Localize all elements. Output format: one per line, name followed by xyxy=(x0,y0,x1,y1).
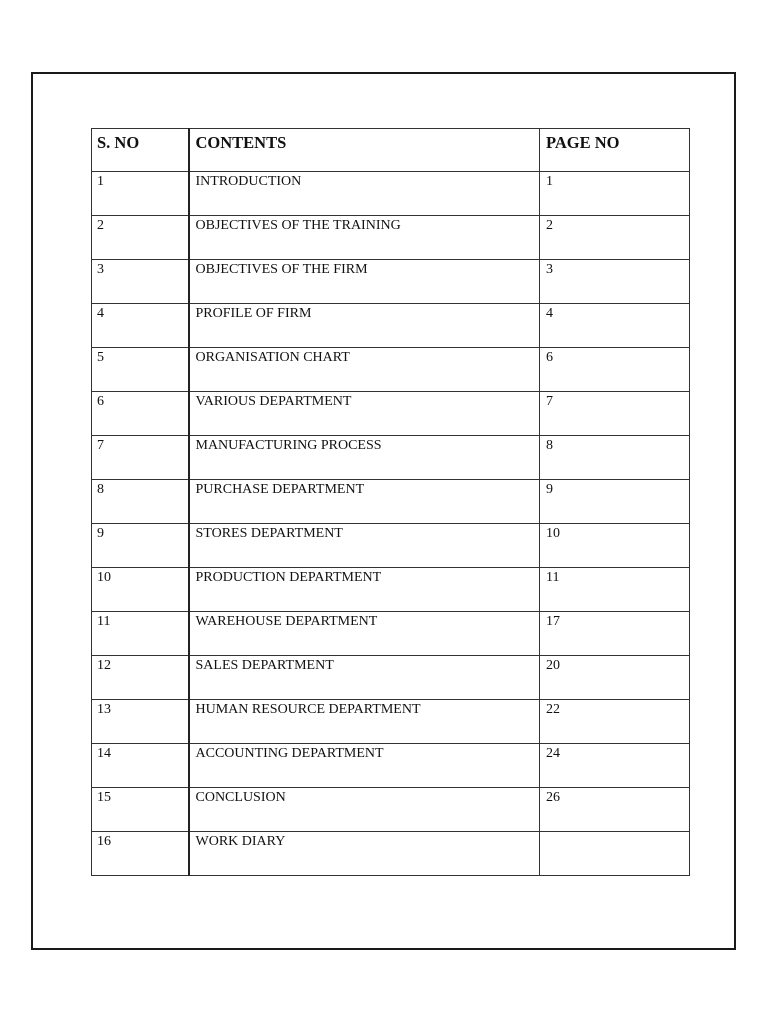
cell-sno: 1 xyxy=(92,172,189,216)
cell-sno: 10 xyxy=(92,568,189,612)
table-row xyxy=(92,392,690,436)
table-header-row xyxy=(92,129,690,172)
cell-contents: PROFILE OF FIRM xyxy=(189,304,540,348)
cell-page-no: 2 xyxy=(540,216,690,260)
header-page-no: PAGE NO xyxy=(540,129,690,172)
contents-table xyxy=(91,128,690,876)
cell-page-no: 24 xyxy=(540,744,690,788)
header-contents: CONTENTS xyxy=(189,129,540,172)
header-sno: S. NO xyxy=(92,129,189,172)
table-body xyxy=(92,172,690,876)
table-row xyxy=(92,436,690,480)
cell-contents: OBJECTIVES OF THE TRAINING xyxy=(189,216,540,260)
table-row xyxy=(92,656,690,700)
cell-page-no: 1 xyxy=(540,172,690,216)
cell-page-no: 26 xyxy=(540,788,690,832)
cell-sno: 15 xyxy=(92,788,189,832)
cell-contents: WAREHOUSE DEPARTMENT xyxy=(189,612,540,656)
table-row xyxy=(92,172,690,216)
table-row xyxy=(92,612,690,656)
table-row xyxy=(92,568,690,612)
cell-sno: 9 xyxy=(92,524,189,568)
cell-page-no: 22 xyxy=(540,700,690,744)
cell-page-no: 6 xyxy=(540,348,690,392)
cell-page-no: 4 xyxy=(540,304,690,348)
cell-contents: STORES DEPARTMENT xyxy=(189,524,540,568)
cell-sno: 12 xyxy=(92,656,189,700)
cell-contents: MANUFACTURING PROCESS xyxy=(189,436,540,480)
table-row xyxy=(92,744,690,788)
cell-sno: 4 xyxy=(92,304,189,348)
cell-sno: 14 xyxy=(92,744,189,788)
table-row xyxy=(92,480,690,524)
cell-sno: 6 xyxy=(92,392,189,436)
table-row xyxy=(92,304,690,348)
cell-contents: WORK DIARY xyxy=(189,832,540,876)
table-row xyxy=(92,260,690,304)
cell-contents: PRODUCTION DEPARTMENT xyxy=(189,568,540,612)
table-row xyxy=(92,832,690,876)
cell-sno: 13 xyxy=(92,700,189,744)
cell-contents: ACCOUNTING DEPARTMENT xyxy=(189,744,540,788)
cell-page-no: 7 xyxy=(540,392,690,436)
cell-sno: 5 xyxy=(92,348,189,392)
cell-sno: 11 xyxy=(92,612,189,656)
cell-sno: 2 xyxy=(92,216,189,260)
cell-sno: 16 xyxy=(92,832,189,876)
cell-page-no: 9 xyxy=(540,480,690,524)
cell-page-no xyxy=(540,832,690,876)
cell-sno: 3 xyxy=(92,260,189,304)
cell-sno: 7 xyxy=(92,436,189,480)
table-row xyxy=(92,700,690,744)
cell-contents: VARIOUS DEPARTMENT xyxy=(189,392,540,436)
cell-page-no: 17 xyxy=(540,612,690,656)
table-row xyxy=(92,524,690,568)
cell-page-no: 11 xyxy=(540,568,690,612)
cell-contents: HUMAN RESOURCE DEPARTMENT xyxy=(189,700,540,744)
cell-contents: ORGANISATION CHART xyxy=(189,348,540,392)
cell-contents: INTRODUCTION xyxy=(189,172,540,216)
table-row xyxy=(92,348,690,392)
cell-contents: SALES DEPARTMENT xyxy=(189,656,540,700)
cell-contents: CONCLUSION xyxy=(189,788,540,832)
cell-page-no: 8 xyxy=(540,436,690,480)
table-row xyxy=(92,216,690,260)
cell-page-no: 10 xyxy=(540,524,690,568)
cell-page-no: 20 xyxy=(540,656,690,700)
cell-contents: OBJECTIVES OF THE FIRM xyxy=(189,260,540,304)
table-row xyxy=(92,788,690,832)
cell-sno: 8 xyxy=(92,480,189,524)
cell-page-no: 3 xyxy=(540,260,690,304)
cell-contents: PURCHASE DEPARTMENT xyxy=(189,480,540,524)
